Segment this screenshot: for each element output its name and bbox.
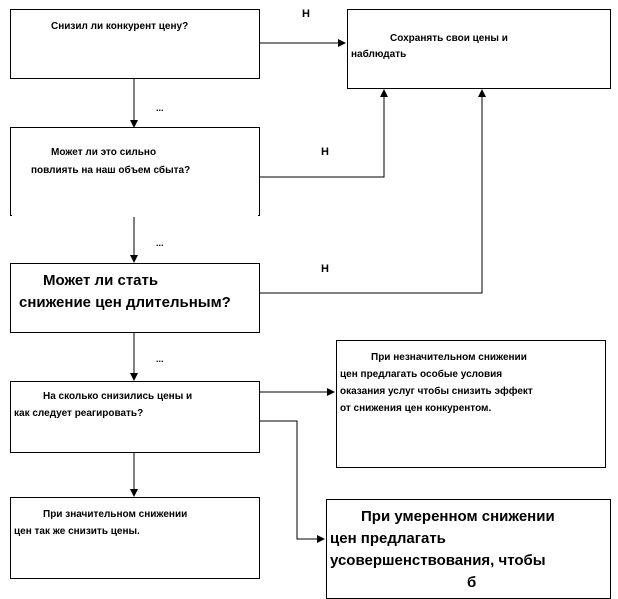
action-moderate-cut — [326, 499, 611, 599]
action-major-cut-line-2: цен так же снизить цены. — [14, 526, 140, 537]
edge-label-yes-1: ... — [156, 103, 164, 113]
action-moderate-cut-line-3: усовершенствования, чтобы — [330, 552, 546, 569]
edge-label-no-2: Н — [321, 146, 329, 158]
decision-affect-sales-volume-line-2: повлиять на наш объем сбыта? — [31, 165, 191, 176]
action-moderate-cut-line-1: При умеренном снижении — [361, 508, 555, 525]
box-gap — [12, 214, 258, 217]
action-keep-prices-line-1: Сохранять свои цены и — [390, 33, 508, 44]
action-keep-prices — [347, 9, 611, 89]
action-minor-cut-line-4: от снижения цен конкурентом. — [340, 403, 492, 414]
decision-affect-sales-volume-line-1: Может ли это сильно — [51, 147, 157, 158]
action-moderate-cut-line-2: цен предлагать — [330, 530, 446, 547]
action-moderate-cut-line-4: б — [467, 574, 477, 591]
action-keep-prices-line-2: наблюдать — [351, 49, 407, 60]
action-minor-cut-line-1: При незначительном снижении — [371, 352, 527, 363]
action-minor-cut-line-2: цен предлагать особые условия — [340, 369, 503, 380]
edge-label-no-3: Н — [321, 263, 329, 275]
edge-label-no-1: Н — [302, 8, 310, 20]
action-major-cut — [10, 497, 260, 579]
decision-long-term-cut — [10, 263, 260, 333]
decision-affect-sales-volume — [10, 127, 260, 216]
arrow-q4-moderate — [259, 421, 324, 539]
action-minor-cut-line-3: оказания услуг чтобы снизить эффект — [340, 386, 533, 397]
arrow-q3-keep — [259, 90, 482, 293]
arrow-q2-keep — [259, 90, 384, 177]
decision-competitor-cut-price-text: Снизил ли конкурент цену? — [51, 21, 189, 32]
decision-how-much-cut-line-1: На сколько снизились цены и — [43, 391, 193, 402]
decision-how-much-cut-line-2: как следует реагировать? — [14, 408, 144, 419]
decision-long-term-cut-line-1: Может ли стать — [43, 272, 159, 289]
edge-label-yes-3: ... — [156, 354, 164, 364]
edge-label-yes-2: ... — [156, 238, 164, 248]
decision-long-term-cut-line-2: снижение цен длительным? — [19, 294, 231, 311]
action-minor-cut — [336, 340, 606, 468]
decision-how-much-cut — [10, 381, 260, 453]
decision-competitor-cut-price — [10, 9, 260, 79]
action-major-cut-line-1: При значительном снижении — [43, 509, 188, 520]
